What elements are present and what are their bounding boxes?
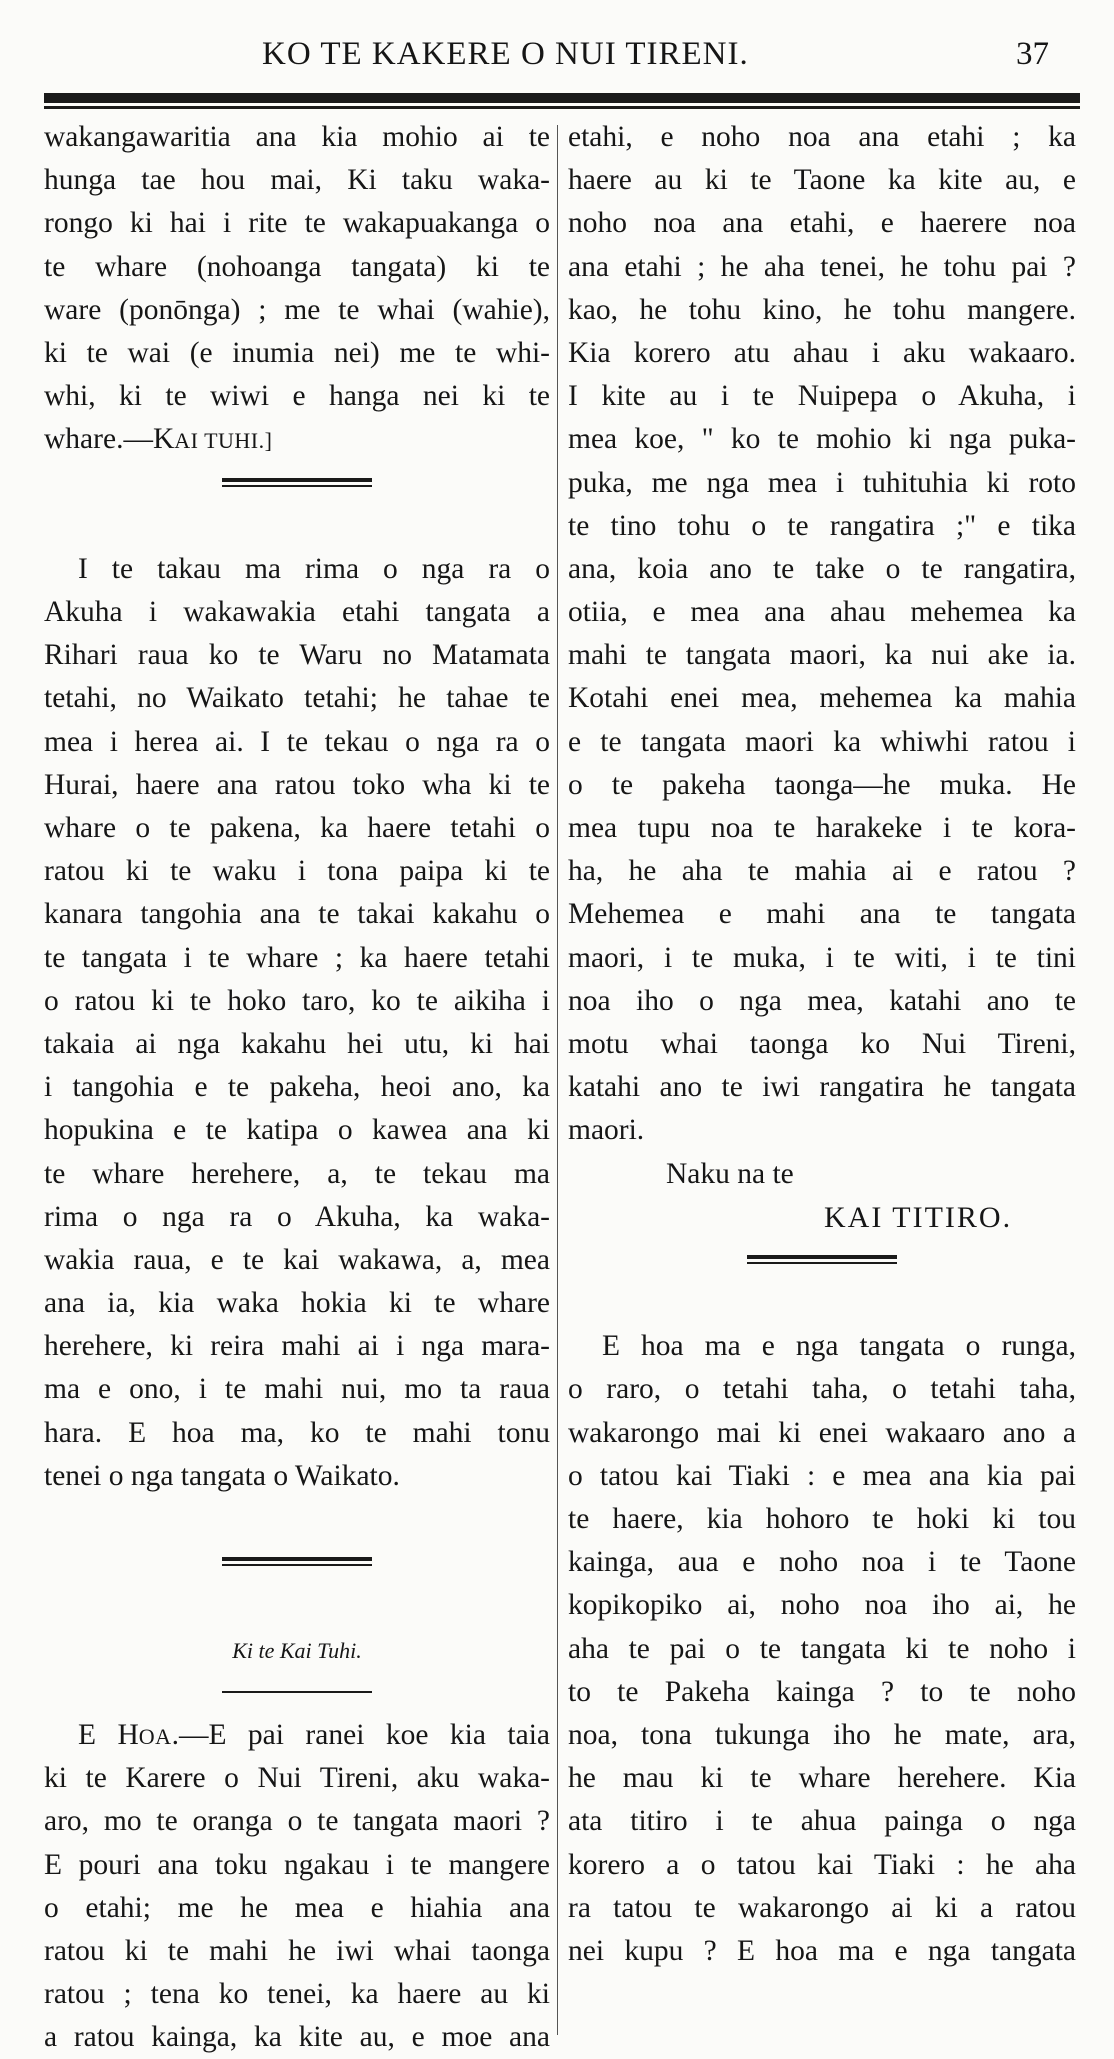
text-line: mea koe, " ko te mohio ki nga puka- <box>568 423 1076 456</box>
text-line: Hurai, haere ana ratou toko wha ki te <box>44 768 550 801</box>
header-rule-thick <box>44 93 1080 103</box>
text-line: wakangawaritia ana kia mohio ai te <box>44 121 550 153</box>
text-line: korero a o tatou kai Tiaki : he aha <box>568 1848 1076 1881</box>
text-line: a ratou kainga, ka kite au, e moe ana <box>44 2021 550 2054</box>
text-line: I te takau ma rima o nga ra o <box>78 552 550 585</box>
signature-prefix: whare.— <box>44 423 153 456</box>
text-line: ratou ; tena ko tenei, ka haere au ki <box>44 1978 550 2011</box>
text-line: o te pakeha taonga—he muka. He <box>568 768 1076 801</box>
text-line: ha, he aha te mahia ai e ratou ? <box>568 855 1076 888</box>
header-rule-thin <box>44 106 1080 109</box>
text-line: Rihari raua ko te Waru no Matamata <box>44 639 550 672</box>
text-line: ware (ponōnga) ; me te whai (wahie), <box>44 293 550 326</box>
text-line: Kotahi enei mea, mehemea ka mahia <box>568 682 1076 715</box>
text-line: whare o te pakena, ka haere tetahi o <box>44 812 550 844</box>
text-line: aro, mo te oranga o te tangata maori ? <box>44 1805 550 1838</box>
text-line: hunga tae hou mai, Ki taku waka- <box>44 164 550 197</box>
text-line: he mau ki te whare herehere. Kia <box>568 1762 1076 1795</box>
text-line: puka, me nga mea i tuhituhia ki roto <box>568 466 1076 499</box>
text-line: te whare herehere, a, te tekau ma <box>44 1157 550 1190</box>
text-line: katahi ano te iwi rangatira he tangata <box>568 1071 1076 1104</box>
text-line: ki te Karere o Nui Tireni, aku waka- <box>44 1762 550 1795</box>
text-line: o raro, o tetahi taha, o tetahi taha, <box>568 1373 1076 1406</box>
text-line: ratou ki te waku i tona paipa ki te <box>44 855 550 888</box>
text-line: noho noa ana etahi, e haerere noa <box>568 207 1076 240</box>
text-line: takaia ai nga kakahu hei utu, ki hai <box>44 1027 550 1060</box>
text-line: o etahi; me he mea e hiahia ana <box>44 1891 550 1924</box>
right-column <box>568 116 1076 1973</box>
section-separator <box>568 1239 1076 1282</box>
text-line: kainga, aua e noho noa i te Taone <box>568 1546 1076 1579</box>
text-line: rima o nga ra o Akuha, ka waka- <box>44 1200 550 1233</box>
text-line: maori, i te muka, i te witi, i te tini <box>568 941 1076 974</box>
column-divider <box>557 125 558 2035</box>
page-number: 37 <box>1016 36 1049 72</box>
text-line: te haere, kia hohoro te hoki ki tou <box>568 1503 1076 1535</box>
text-line: kopikopiko ai, noho noa iho ai, he <box>568 1589 1076 1622</box>
signature-rest: AI TUHI.] <box>174 428 273 454</box>
text-line: aha te pai o te tangata ki te noho i <box>568 1632 1076 1665</box>
text-line: whi, ki te wiwi e hanga nei ki te <box>44 380 550 413</box>
text-line: E pouri ana toku ngakau i te mangere <box>44 1848 550 1881</box>
text-line: wakia raua, e te kai wakawa, a, mea <box>44 1243 550 1276</box>
text-line: o tatou kai Tiaki : e mea ana kia pai <box>568 1459 1076 1492</box>
text-line: to te Pakeha kainga ? to te noho <box>568 1675 1076 1708</box>
text-line: te tino tohu o te rangatira ;" e tika <box>568 509 1076 542</box>
text-line: ana, koia ano te take o te rangatira, <box>568 552 1076 585</box>
text-line: ma e ono, i te mahi nui, mo ta raua <box>44 1373 550 1406</box>
text-line: tenei o nga tangata o Waikato. <box>44 1459 400 1492</box>
text-line: Akuha i wakawakia etahi tangata a <box>44 596 550 629</box>
text-line: herehere, ki reira mahi ai i nga mara- <box>44 1330 550 1363</box>
text-line: ratou ki te mahi he iwi whai taonga <box>44 1934 550 1967</box>
text-line: noa iho o nga mea, katahi ano te <box>568 984 1076 1017</box>
text-line: kao, he tohu kino, he tohu mangere. <box>568 293 1076 326</box>
text-line: E hoa ma e nga tangata o runga, <box>602 1330 1076 1363</box>
text-line: etahi, e noho noa ana etahi ; ka <box>568 121 1076 153</box>
left-column <box>44 116 550 2059</box>
section-separator <box>44 462 550 505</box>
section-separator <box>44 1671 550 1714</box>
signature-initial: K <box>152 423 175 456</box>
text-line: haere au ki te Taone ka kite au, e <box>568 164 1076 197</box>
text-line: te tangata i te whare ; ka haere tetahi <box>44 941 550 974</box>
text-line: I kite au i te Nuipepa o Akuha, i <box>568 380 1076 413</box>
text-line: e te tangata maori ka whiwhi ratou i <box>568 725 1076 758</box>
text-line: noa, tona tukunga iho he mate, ara, <box>568 1718 1076 1751</box>
text-line: wakarongo mai ki enei wakaaro ano a <box>568 1416 1076 1449</box>
text-line: ana etahi ; he aha tenei, he tohu pai ? <box>568 250 1076 283</box>
text-line: hara. E hoa ma, ko te mahi tonu <box>44 1416 550 1449</box>
text-line: mahi te tangata maori, ka nui ake ia. <box>568 639 1076 672</box>
text-line: rongo ki hai i rite te wakapuakanga o <box>44 207 550 240</box>
text-line: hopukina e te katipa o kawea ana ki <box>44 1114 550 1147</box>
text-line: te whare (nohoanga tangata) ki te <box>44 250 550 283</box>
text-line: tetahi, no Waikato tetahi; he tahae te <box>44 682 550 715</box>
letter-heading: Ki te Kai Tuhi. <box>232 1637 362 1663</box>
text-line: kanara tangohia ana te takai kakahu o <box>44 898 550 931</box>
page-title: KO TE KAKERE O NUI TIRENI. <box>262 36 749 72</box>
text-line: Kia korero atu ahau i aku wakaaro. <box>568 336 1076 369</box>
text-line: ana ia, kia waka hokia ki te whare <box>44 1287 550 1320</box>
text-line: maori. <box>568 1114 645 1147</box>
section-separator <box>44 1541 550 1584</box>
text-line: Mehemea e mahi ana te tangata <box>568 898 1076 931</box>
signoff-name: KAI TITIRO. <box>824 1200 1013 1234</box>
text-line: o ratou ki te hoko taro, ko te aikiha i <box>44 984 550 1017</box>
text-line: mea i herea ai. I te tekau o nga ra o <box>44 725 550 758</box>
text-line: i tangohia e te pakeha, heoi ano, ka <box>44 1071 550 1104</box>
letter-salutation-line: E HOA.—E pai ranei koe kia taia <box>78 1718 550 1751</box>
signoff-from: Naku na te <box>666 1157 794 1190</box>
signature-line <box>44 418 550 461</box>
text-line: motu whai taonga ko Nui Tireni, <box>568 1027 1076 1060</box>
text-line: ki te wai (e inumia nei) me te whi- <box>44 336 550 369</box>
text-line: ata titiro i te ahua painga o nga <box>568 1805 1076 1838</box>
text-line: mea tupu noa te harakeke i te kora- <box>568 812 1076 844</box>
page-header <box>0 36 1114 76</box>
text-line: ra tatou te wakarongo ai ki a ratou <box>568 1891 1076 1924</box>
text-line: otiia, e mea ana ahau mehemea ka <box>568 596 1076 629</box>
text-line: nei kupu ? E hoa ma e nga tangata <box>568 1934 1076 1967</box>
